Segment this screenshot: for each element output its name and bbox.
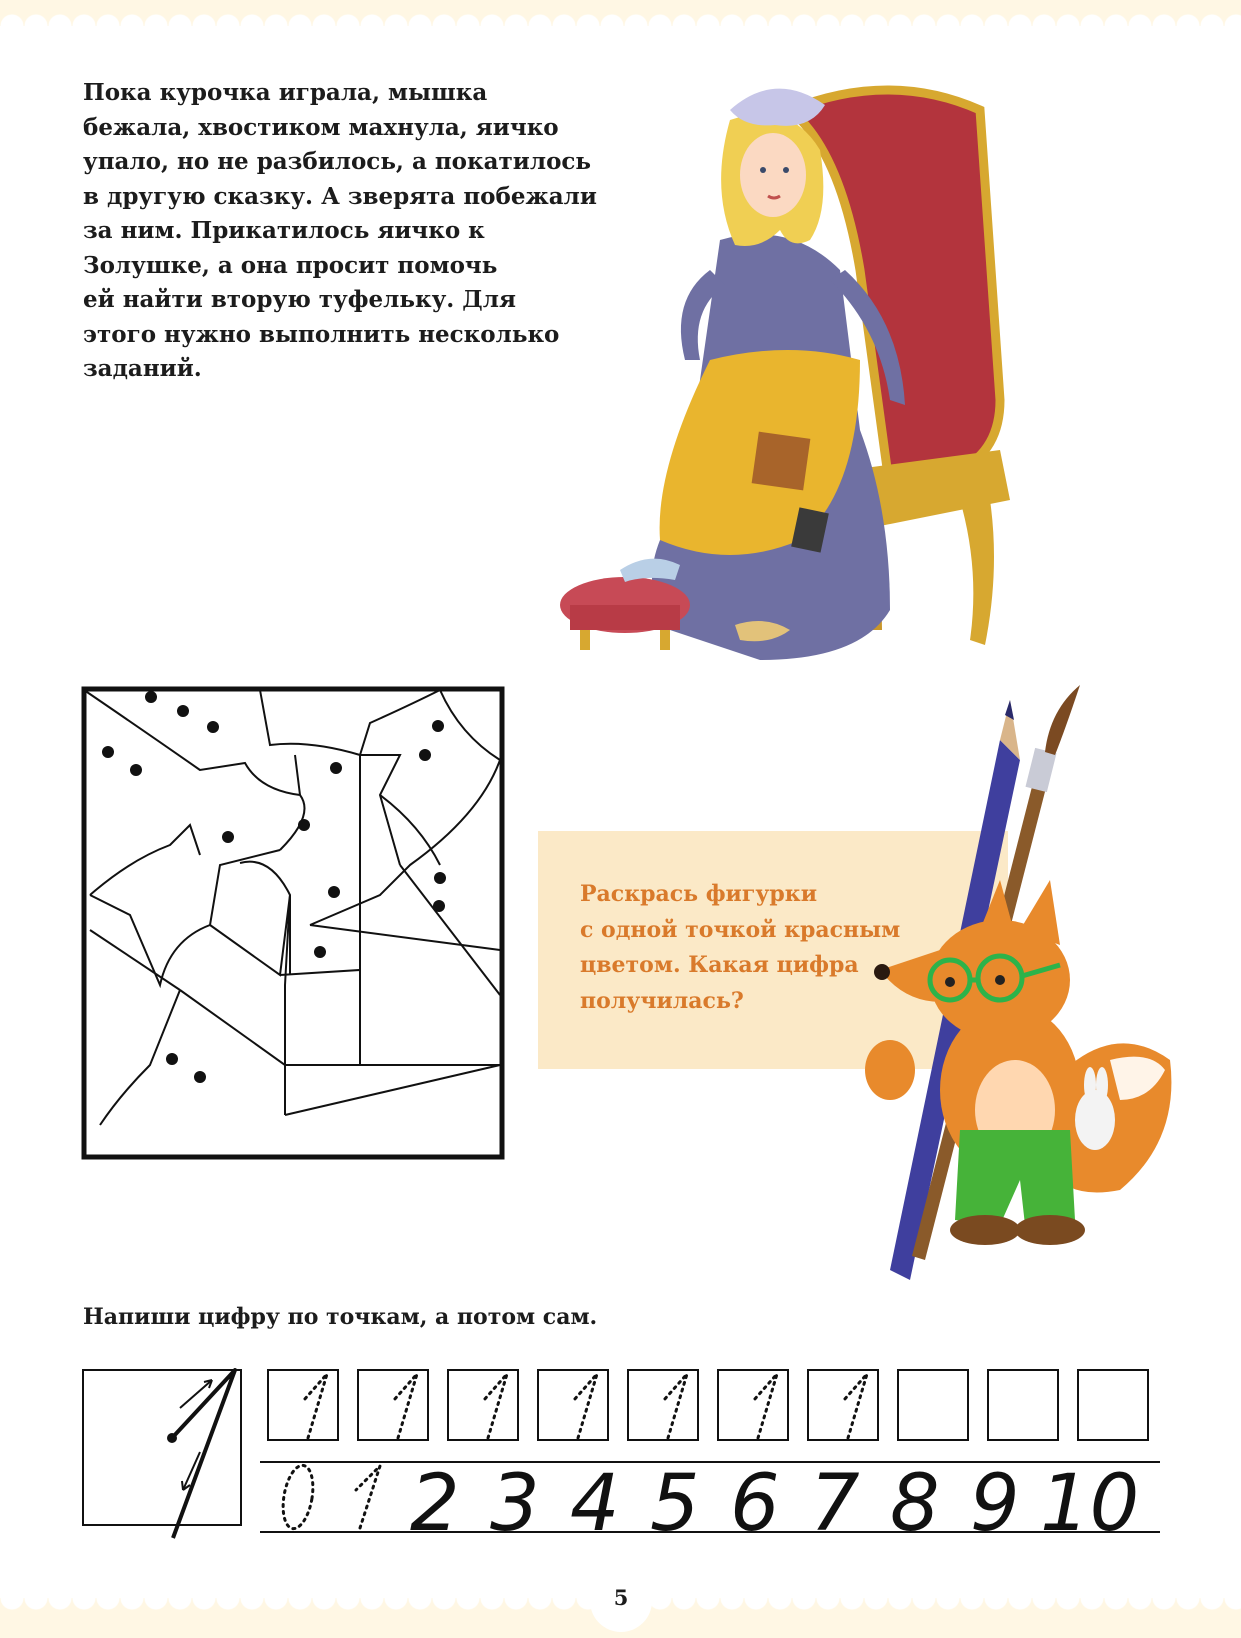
- story-line: Пока курочка играла, мышка: [83, 79, 488, 106]
- story-text: [83, 76, 643, 387]
- number-7: 7: [810, 1459, 860, 1540]
- story-line: бежала, хвостиком махнула, яичко: [83, 113, 559, 141]
- number-3: 3: [490, 1459, 540, 1540]
- task-line: получилась?: [580, 987, 744, 1014]
- fox-illustration: [850, 680, 1190, 1300]
- cinderella-illustration: [560, 70, 1070, 690]
- task-line: с одной точкой красным: [580, 916, 901, 943]
- task-line: цветом. Какая цифра: [580, 952, 859, 978]
- story-line: упало, но не разбилось, а покатилось: [83, 148, 592, 175]
- story-line: ей найти вторую туфельку. Для: [83, 286, 516, 313]
- number-5: 5: [650, 1459, 700, 1540]
- writing-practice: [80, 1360, 1160, 1540]
- writing-instruction: Напиши цифру по точкам, а потом сам.: [83, 1304, 598, 1330]
- number-8: 8: [890, 1459, 940, 1540]
- story-line: заданий.: [83, 355, 202, 382]
- number-9: 9: [970, 1459, 1020, 1540]
- story-line: этого нужно выполнить несколько: [83, 320, 560, 348]
- number-2: 2: [410, 1459, 460, 1540]
- number-4: 4: [570, 1459, 620, 1540]
- number-6: 6: [730, 1459, 780, 1540]
- top-scallop-border: [0, 0, 1241, 26]
- task-line: Раскрась фигурки: [580, 881, 818, 907]
- story-line: в другую сказку. А зверята побежали: [83, 182, 597, 210]
- number-10: 10: [1040, 1459, 1140, 1540]
- story-line: за ним. Прикатилось яичко к: [83, 217, 485, 244]
- page-number: 5: [613, 1585, 629, 1610]
- story-line: Золушке, а она просит помочь: [83, 251, 498, 279]
- color-by-dots-puzzle: [80, 685, 510, 1165]
